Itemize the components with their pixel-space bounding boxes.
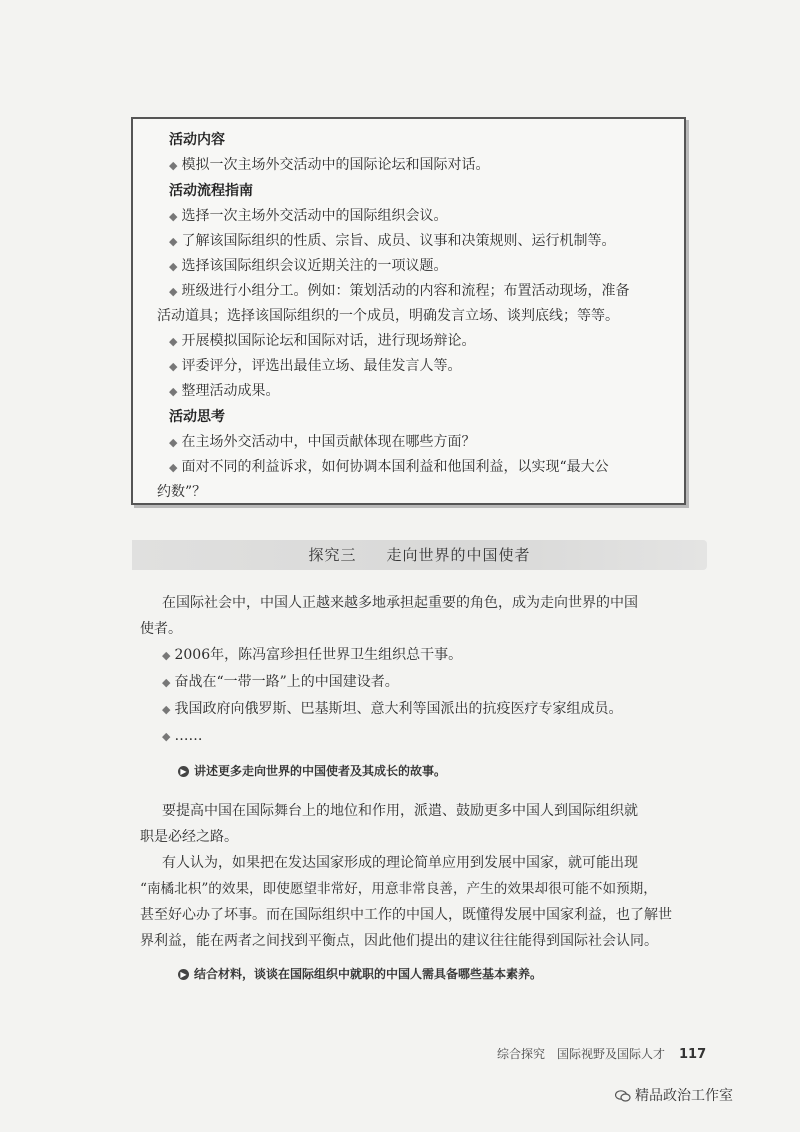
activity-reflect-heading: 活动思考 [169,409,225,425]
watermark-text: 精品政治工作室 [635,1088,733,1104]
para-line: 界利益，能在两者之间找到平衡点，因此他们提出的建议往往能得到国际社会认同。 [140,933,658,949]
reflect-item: ◆ 在主场外交活动中，中国贡献体现在哪些方面？ [169,434,476,450]
footer-text: 综合探究 国际视野及国际人才 [497,1047,666,1061]
page-footer [497,1045,706,1062]
bullet-icon: ◆ [169,260,178,273]
section-label: 探究三 [308,546,357,564]
process-item: ◆ 了解该国际组织的性质、宗旨、成员、议事和决策规则、运行机制等。 [169,233,616,249]
paragraph-3 [140,850,700,954]
intro-list-item: ◆ …… [162,728,203,744]
bullet-icon: ◆ [169,210,178,223]
intro-block [140,590,702,750]
wechat-icon [615,1090,631,1102]
bullet-icon: ◆ [162,676,171,689]
bullet-icon: ◆ [169,335,178,348]
para-line: 要提高中国在国际舞台上的地位和作用，派遣、鼓励更多中国人到国际组织就 [162,803,638,819]
watermark [615,1085,733,1105]
activity-content-item: ◆ 模拟一次主场外交活动中的国际论坛和国际对话。 [169,157,490,173]
reflect-item-continued: 约数”？ [157,484,207,500]
process-item-continued: 活动道具；选择该国际组织的一个成员，明确发言立场、谈判底线；等等。 [157,308,619,324]
process-item: ◆ 选择该国际组织会议近期关注的一项议题。 [169,258,448,274]
process-item: ◆ 开展模拟国际论坛和国际对话，进行现场辩论。 [169,333,476,349]
intro-list-item: ◆ 2006年，陈冯富珍担任世界卫生组织总干事。 [162,647,463,663]
process-item: ◆ 整理活动成果。 [169,383,280,399]
bullet-icon: ◆ [169,436,178,449]
process-item: ◆ 评委评分，评选出最佳立场、最佳发言人等。 [169,358,462,374]
discussion-prompt-1: ▶ 讲述更多走向世界的中国使者及其成长的故事。 [178,762,446,779]
activity-box [131,117,686,505]
process-item: ◆ 班级进行小组分工。例如：策划活动的内容和流程；布置活动现场，准备 [169,283,630,299]
discussion-prompt-2: ▶ 结合材料，谈谈在国际组织中就职的中国人需具备哪些基本素养。 [178,965,542,982]
paragraph-2 [140,798,702,850]
bullet-icon: ◆ [169,385,178,398]
bullet-icon: ◆ [162,649,171,662]
reflect-item: ◆ 面对不同的利益诉求，如何协调本国利益和他国利益，以实现“最大公 [169,459,609,475]
para-line: 甚至好心办了坏事。而在国际组织中工作的中国人，既懂得发展中国家利益，也了解世 [140,907,672,923]
intro-line: 在国际社会中，中国人正越来越多地承担起重要的角色，成为走向世界的中国 [162,595,638,611]
activity-process-heading: 活动流程指南 [169,183,253,199]
bullet-icon: ◆ [169,285,178,298]
intro-line: 使者。 [140,621,182,637]
arrow-icon: ▶ [178,766,189,777]
bullet-icon: ◆ [169,360,178,373]
bullet-icon: ◆ [162,703,171,716]
bullet-icon: ◆ [162,730,171,743]
intro-list-item: ◆ 奋战在“一带一路”上的中国建设者。 [162,674,399,690]
process-item: ◆ 选择一次主场外交活动中的国际组织会议。 [169,208,448,224]
activity-content-heading: 活动内容 [169,132,225,148]
intro-list-item: ◆ 我国政府向俄罗斯、巴基斯坦、意大利等国派出的抗疫医疗专家组成员。 [162,701,623,717]
bullet-icon: ◆ [169,235,178,248]
para-line: “南橘北枳”的效果，即使愿望非常好，用意非常良善，产生的效果却很可能不如预期， [140,881,657,897]
para-line: 有人认为，如果把在发达国家形成的理论简单应用到发展中国家，就可能出现 [162,855,638,871]
para-line: 职是必经之路。 [140,829,238,845]
section-title: 走向世界的中国使者 [386,546,531,564]
arrow-icon: ▶ [178,969,189,980]
section-banner [132,540,707,570]
bullet-icon: ◆ [169,461,178,474]
page-number: 117 [679,1047,707,1062]
bullet-icon: ◆ [169,159,178,172]
